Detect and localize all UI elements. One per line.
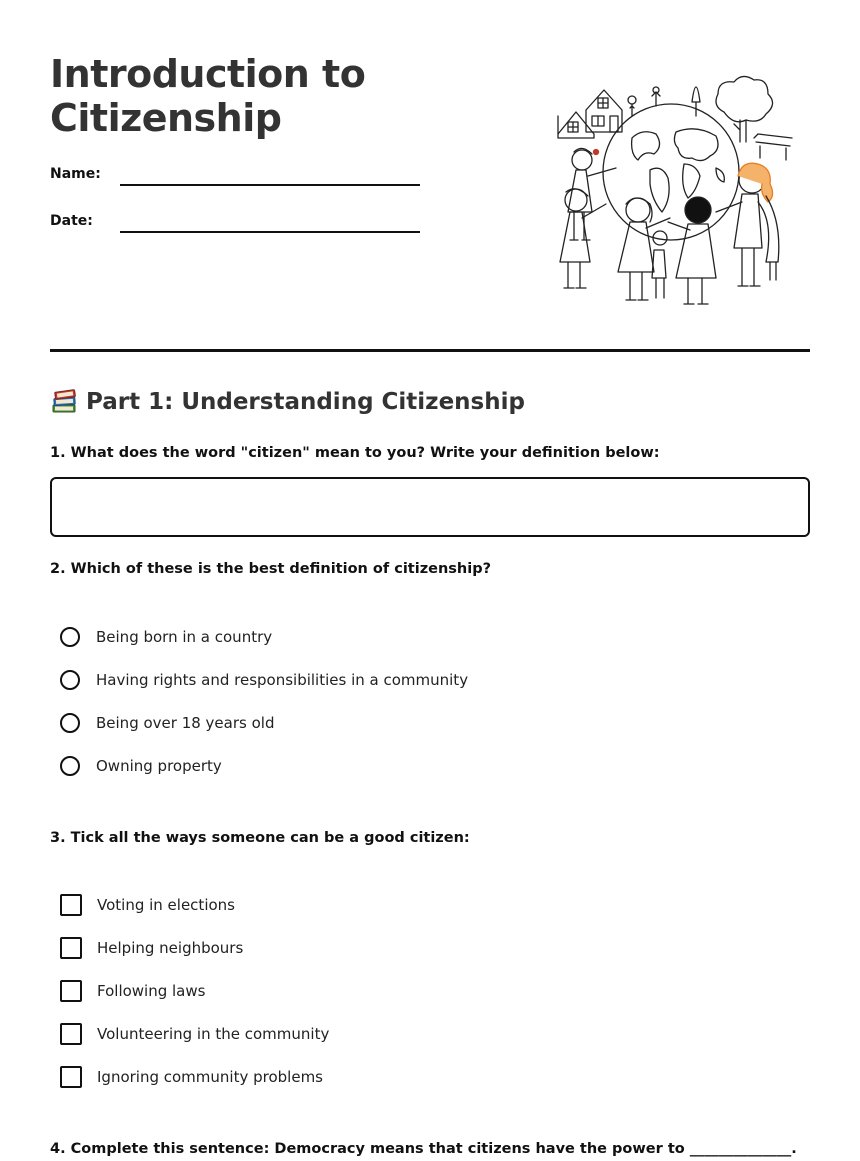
section-divider	[50, 349, 810, 352]
radio-button[interactable]	[60, 670, 80, 690]
radio-button[interactable]	[60, 756, 80, 776]
name-field	[50, 166, 430, 190]
part1-heading-text: Part 1: Understanding Citizenship	[86, 389, 525, 415]
question-2-option[interactable]	[60, 667, 468, 693]
question-3-option[interactable]	[60, 935, 243, 961]
question-2-option[interactable]	[60, 710, 274, 736]
option-label: Helping neighbours	[97, 939, 244, 957]
option-label: Being over 18 years old	[96, 714, 275, 732]
question-3: 3. Tick all the ways someone can be a good citizen:	[50, 830, 470, 846]
checkbox[interactable]	[60, 1023, 82, 1045]
radio-button[interactable]	[60, 627, 80, 647]
children-hugging-globe-illustration	[546, 72, 796, 312]
question-4: 4. Complete this sentence: Democracy means that citizens have the power to ______________.	[50, 1141, 797, 1157]
date-field	[50, 213, 430, 237]
option-label: Voting in elections	[97, 896, 235, 914]
question-1: 1. What does the word "citizen" mean to you? Write your definition below:	[50, 445, 660, 461]
option-label: Being born in a country	[96, 628, 273, 646]
checkbox[interactable]	[60, 937, 82, 959]
question-3-option[interactable]	[60, 1064, 323, 1090]
checkbox[interactable]	[60, 980, 82, 1002]
checkbox[interactable]	[60, 894, 82, 916]
option-label: Volunteering in the community	[97, 1025, 330, 1043]
question-3-option[interactable]	[60, 892, 235, 918]
question-3-option[interactable]	[60, 1021, 329, 1047]
books-icon	[50, 388, 78, 416]
question-2-option[interactable]	[60, 624, 272, 650]
option-label: Having rights and responsibilities in a community	[96, 671, 469, 689]
option-label: Owning property	[96, 757, 222, 775]
radio-button[interactable]	[60, 713, 80, 733]
question-2: 2. Which of these is the best definition of citizenship?	[50, 561, 492, 577]
question-3-option[interactable]	[60, 978, 205, 1004]
question-2-option[interactable]	[60, 753, 222, 779]
option-label: Following laws	[97, 982, 206, 1000]
question-1-answer-box[interactable]	[50, 477, 810, 537]
checkbox[interactable]	[60, 1066, 82, 1088]
date-input-line[interactable]	[120, 231, 420, 233]
option-label: Ignoring community problems	[97, 1068, 323, 1086]
worksheet-title: Introduction to Citizenship	[50, 52, 366, 140]
part1-heading	[50, 388, 525, 416]
date-label: Date:	[50, 213, 93, 229]
name-input-line[interactable]	[120, 184, 420, 186]
name-label: Name:	[50, 166, 101, 182]
